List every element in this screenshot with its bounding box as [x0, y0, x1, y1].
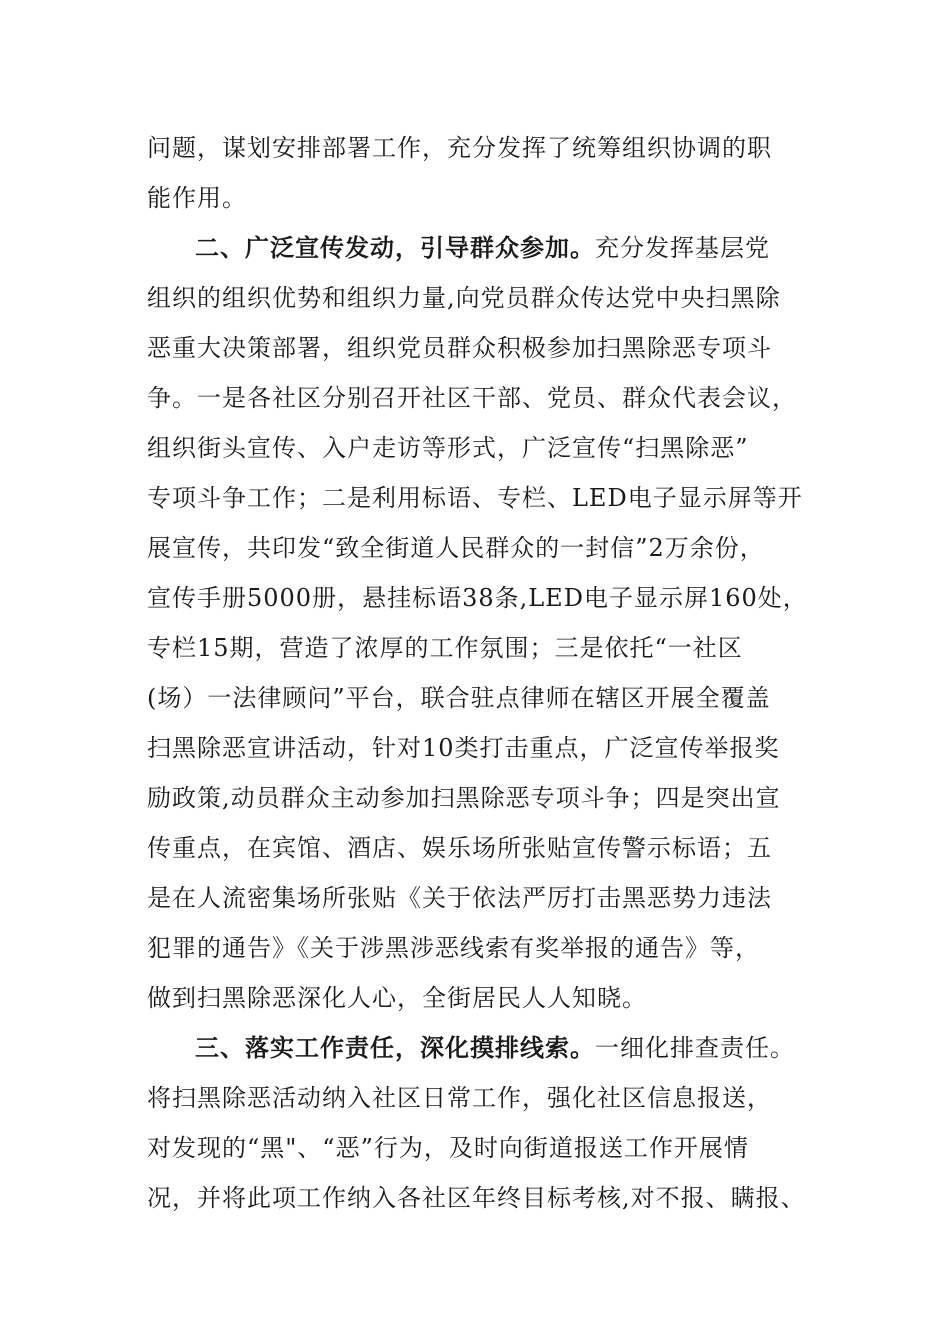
section-heading: 三、落实工作责任，深化摸排线索。	[195, 1034, 595, 1062]
paragraph-line: 犯罪的通告》《关于涉黑涉恶线索有奖举报的通告》等，	[147, 934, 760, 962]
paragraph-text: 一细化排查责任。	[595, 1034, 795, 1062]
paragraph-line: 组织的组织优势和组织力量,向党员群众传达党中央扫黑除	[147, 284, 781, 312]
paragraph-line: 对发现的“黑"、“恶”行为，及时向街道报送工作开展情	[147, 1134, 749, 1162]
paragraph-text: 充分发挥基层党	[595, 234, 770, 262]
section-heading: 二、广泛宣传发动，引导群众参加。	[195, 234, 595, 262]
paragraph-line: 展宣传，共印发“致全街道人民群众的一封信”2万余份，	[147, 534, 765, 562]
paragraph-line: 专项斗争工作；二是利用标语、专栏、LED电子显示屏等开	[147, 484, 803, 512]
paragraph-line: 问题，谋划安排部署工作，充分发挥了统筹组织协调的职	[147, 134, 772, 162]
paragraph-line: 能作用。	[147, 184, 247, 212]
paragraph-line: (场）一法律顾问”平台，联合驻点律师在辖区开展全覆盖	[147, 684, 771, 712]
paragraph-first-line	[195, 1036, 827, 1060]
paragraph-line: 做到扫黑除恶深化人心，全街居民人人知晓。	[147, 984, 647, 1012]
paragraph-line: 传重点，在宾馆、酒店、娱乐场所张贴宣传警示标语；五	[147, 834, 772, 862]
paragraph-line: 恶重大决策部署，组织党员群众积极参加扫黑除恶专项斗	[147, 334, 772, 362]
paragraph-line: 宣传手册5000册，悬挂标语38条,LED电子显示屏160处，	[147, 584, 808, 612]
paragraph-line: 专栏15期，营造了浓厚的工作氛围；三是依托“一社区	[147, 634, 743, 662]
paragraph-first-line	[195, 236, 827, 260]
paragraph-line: 况，并将此项工作纳入各社区年终目标考核,对不报、瞒报、	[147, 1184, 806, 1212]
paragraph-line: 将扫黑除恶活动纳入社区日常工作，强化社区信息报送，	[147, 1084, 772, 1112]
paragraph-line: 励政策,动员群众主动参加扫黑除恶专项斗争；四是突出宣	[147, 784, 781, 812]
paragraph-line: 争。一是各社区分别召开社区干部、党员、群众代表会议，	[147, 384, 797, 412]
paragraph-line: 组织街头宣传、入户走访等形式，广泛宣传“扫黑除恶”	[147, 434, 749, 462]
paragraph-line: 扫黑除恶宣讲活动，针对10类打击重点，广泛宣传举报奖	[147, 734, 780, 762]
paragraph-line: 是在人流密集场所张贴《关于依法严厉打击黑恶势力违法	[147, 884, 772, 912]
